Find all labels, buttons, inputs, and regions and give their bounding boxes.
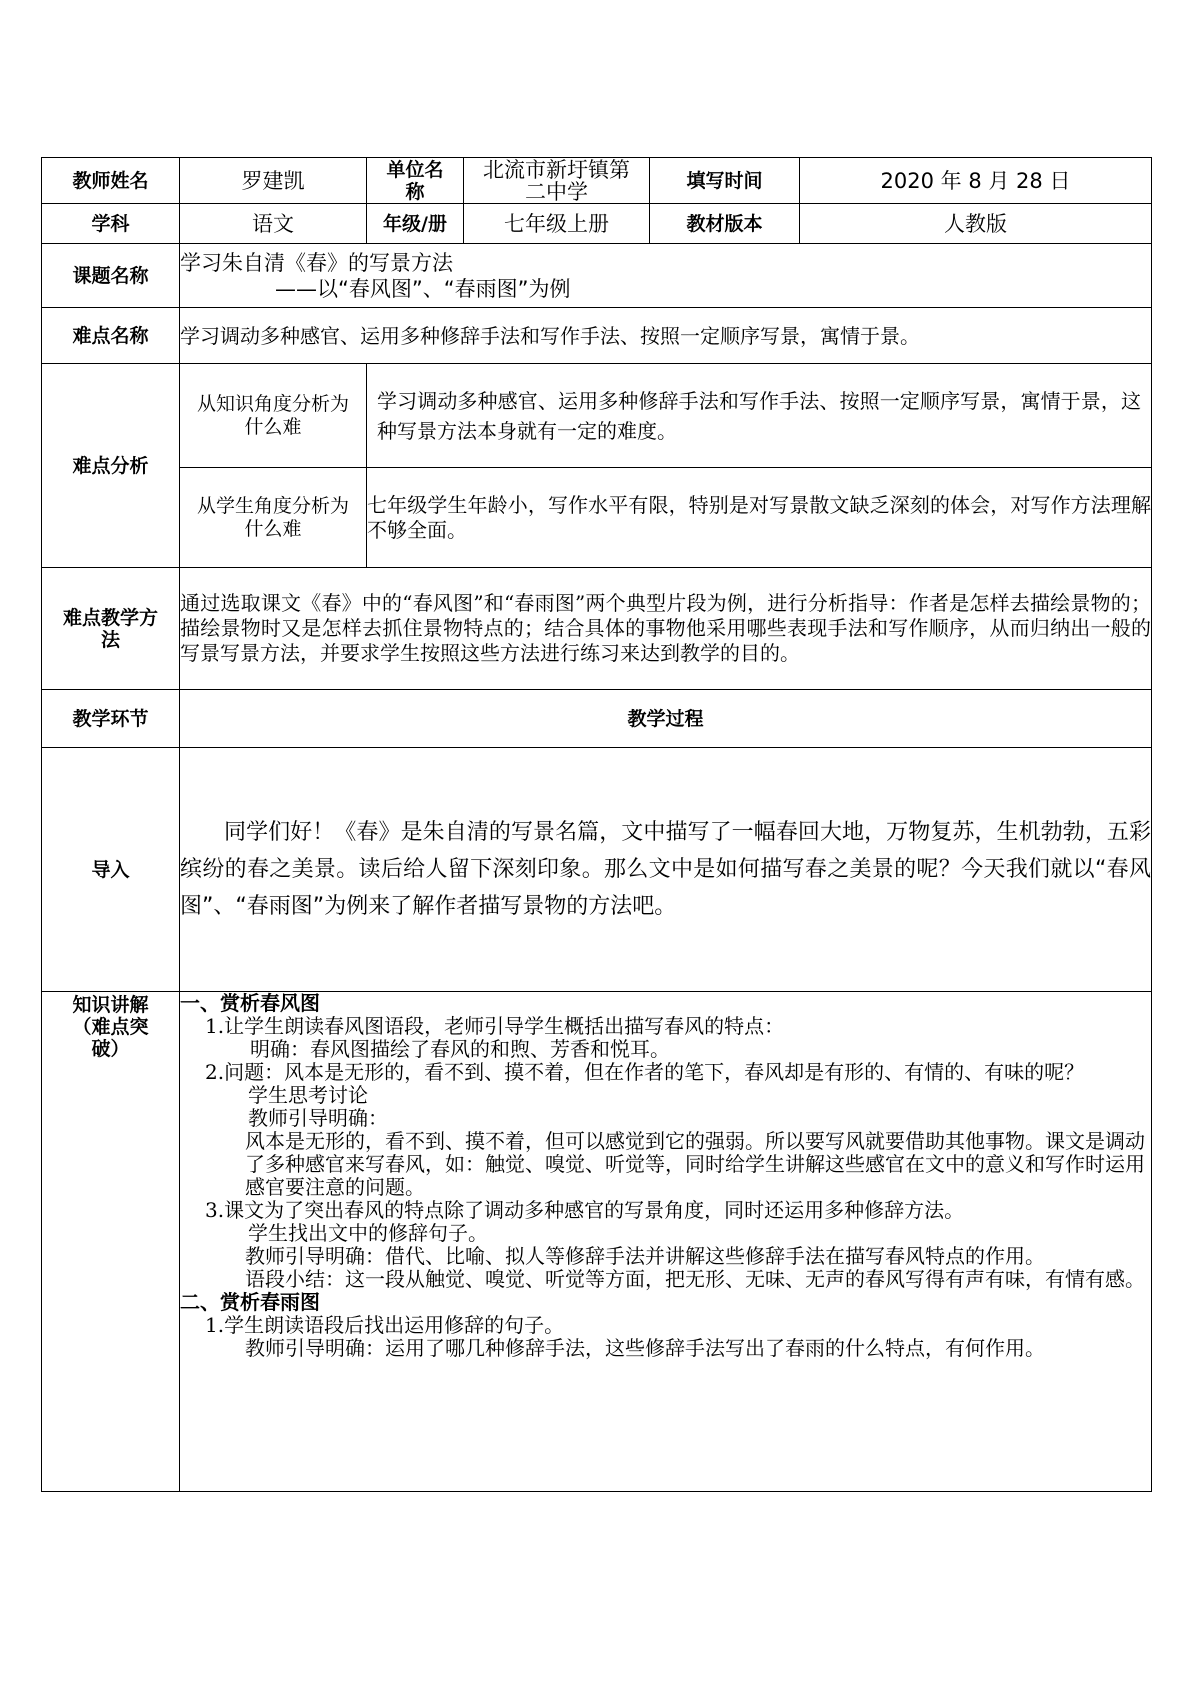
- teacher-name-label: 教师姓名: [42, 158, 180, 204]
- knowledge-item-1: 1.让学生朗读春风图语段，老师引导学生概括出描写春风的特点：: [205, 1014, 785, 1038]
- knowledge-item-3: 3.课文为了突出春风的特点除了调动多种感官的写景角度，同时还运用多种修辞方法。: [205, 1198, 965, 1222]
- subject-label: 学科: [42, 204, 180, 244]
- knowledge-item-4: 1.学生朗读语段后找出运用修辞的句子。: [205, 1313, 565, 1337]
- knowledge-item-1a: 明确：春风图描绘了春风的和煦、芳香和悦耳。: [250, 1037, 670, 1061]
- subject-value: 语文: [180, 204, 367, 244]
- edition-value: 人教版: [800, 204, 1152, 244]
- topic-line-1: 学习朱自清《春》的写景方法: [180, 250, 453, 275]
- teaching-stage-label: 教学环节: [42, 690, 180, 748]
- knowledge-item-2: 2.问题：风本是无形的，看不到、摸不着，但在作者的笔下，春风却是有形的、有情的、有味的呢？: [205, 1060, 1085, 1084]
- edition-label: 教材版本: [650, 204, 800, 244]
- intro-text: 同学们好！《春》是朱自清的写景名篇，文中描写了一幅春回大地，万物复苏，生机勃勃，五彩缤纷的春之美景。读后给人留下深刻印象。那么文中是如何描写春之美景的呢？今天我们就以“春风图”、“春雨图”为例来了解作者描写景物的方法吧。: [180, 748, 1152, 992]
- knowledge-angle-text: [367, 364, 1152, 468]
- unit-value: 北流市新圩镇第二中学: [464, 158, 650, 204]
- method-text: 通过选取课文《春》中的“春风图”和“春雨图”两个典型片段为例，进行分析指导：作者是怎样去描绘景物的；描绘景物时又是怎样去抓住景物特点的；结合具体的事物他采用哪些表现手法和写作顺序，从而归纳出一般的写景写景方法，并要求学生按照这些方法进行练习来达到教学的目的。: [180, 568, 1152, 690]
- unit-label: 单位名称: [367, 158, 464, 204]
- knowledge-item-3b: 教师引导明确：借代、比喻、拟人等修辞手法并讲解这些修辞手法在描写春风特点的作用。: [245, 1244, 1045, 1268]
- knowledge-item-3a: 学生找出文中的修辞句子。: [248, 1221, 488, 1245]
- topic-label: 课题名称: [42, 244, 180, 308]
- teacher-name-value: 罗建凯: [180, 158, 367, 204]
- knowledge-angle-label: 从知识角度分析为什么难: [180, 364, 367, 468]
- topic-line-2: ——以“春风图”、“春雨图”为例: [275, 276, 571, 301]
- topic-row: [42, 244, 1152, 308]
- student-angle-label: 从学生角度分析为什么难: [180, 468, 367, 568]
- knowledge-content: [180, 992, 1152, 1492]
- knowledge-angle-text-a: 学习调动多种感官、运用多种修辞手法和写作手法、按照一定顺序写景，寓情于景，: [377, 388, 1121, 413]
- fill-date-value: 2020 年 8 月 28 日: [800, 158, 1152, 204]
- method-label: 难点教学方法: [42, 568, 180, 690]
- analysis-row-1: [42, 364, 1152, 468]
- knowledge-label: 知识讲解（难点突破）: [42, 992, 180, 1492]
- student-angle-text: 七年级学生年龄小，写作水平有限，特别是对写景散文缺乏深刻的体会，对写作方法理解不够全面。: [367, 468, 1152, 568]
- header-row-2: [42, 204, 1152, 244]
- analysis-row-2: [42, 468, 1152, 568]
- process-header-row: [42, 690, 1152, 748]
- knowledge-item-2b: 教师引导明确：: [248, 1106, 388, 1130]
- knowledge-item-3c: 语段小结：这一段从触觉、嗅觉、听觉等方面，把无形、无味、无声的春风写得有声有味，有情有感。: [245, 1267, 1145, 1291]
- header-row-1: [42, 158, 1152, 204]
- difficulty-label: 难点名称: [42, 308, 180, 364]
- fill-date-label: 填写时间: [650, 158, 800, 204]
- lesson-plan-table: [41, 157, 1152, 1492]
- method-row: [42, 568, 1152, 690]
- difficulty-row: [42, 308, 1152, 364]
- difficulty-text: 学习调动多种感官、运用多种修辞手法和写作手法、按照一定顺序写景，寓情于景。: [180, 308, 1152, 364]
- section-heading-spring-rain: 二、赏析春雨图: [180, 1290, 320, 1314]
- section-heading-spring-wind: 一、赏析春风图: [180, 991, 320, 1015]
- intro-label: 导入: [42, 748, 180, 992]
- lesson-plan-page: [41, 157, 1151, 1492]
- grade-label: 年级/册: [367, 204, 464, 244]
- knowledge-item-4a: 教师引导明确：运用了哪几种修辞手法，这些修辞手法写出了春雨的什么特点，有何作用。: [245, 1336, 1045, 1360]
- teaching-process-label: 教学过程: [180, 690, 1152, 748]
- knowledge-row: [42, 992, 1152, 1492]
- analysis-label: 难点分析: [42, 364, 180, 568]
- grade-value: 七年级上册: [464, 204, 650, 244]
- knowledge-item-2a: 学生思考讨论: [248, 1083, 368, 1107]
- knowledge-angle-text-b: 这种写景方法本身就有一定的难度。: [377, 388, 1141, 443]
- intro-row: [42, 748, 1152, 992]
- topic-title: [180, 244, 1152, 308]
- knowledge-item-2c: 风本是无形的，看不到、摸不着，但可以感觉到它的强弱。所以要写风就要借助其他事物。课文是调动了多种感官来写春风，如：触觉、嗅觉、听觉等，同时给学生讲解这些感官在文中的意义和写作时运用感官要注意的问题。: [245, 1129, 1145, 1199]
